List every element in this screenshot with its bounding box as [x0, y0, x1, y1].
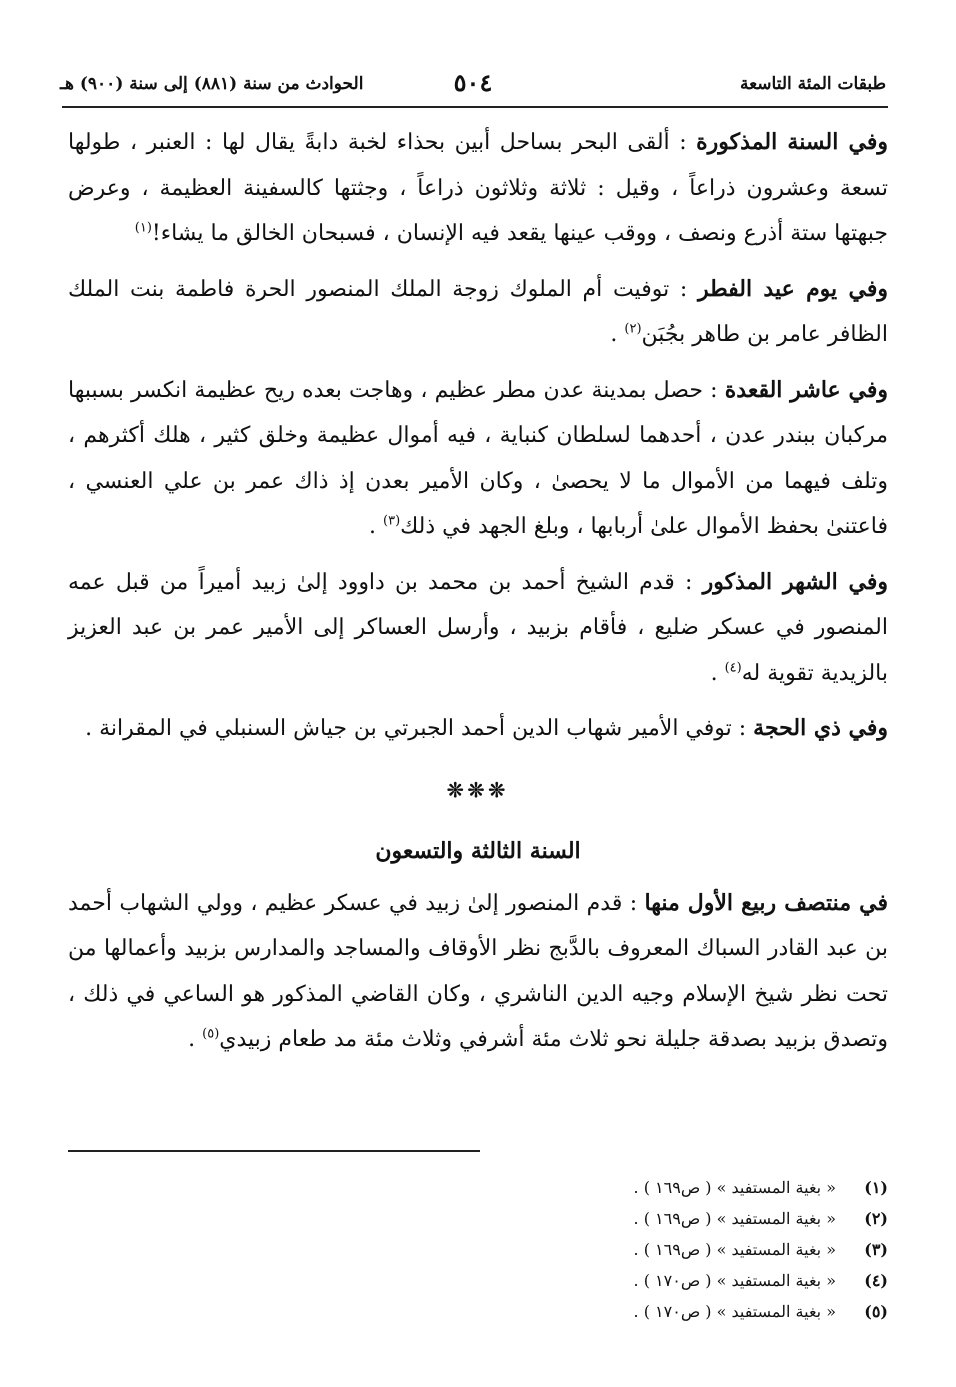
header-events-range: الحوادث من سنة (٨٨١) إلى سنة (٩٠٠) هـ	[60, 74, 364, 94]
paragraph-lead: وفي يوم عيد الفطر	[697, 275, 888, 302]
footnote-number: (٤)	[864, 1271, 888, 1290]
footnote-number: (١)	[864, 1178, 888, 1197]
paragraph-lead: وفي السنة المذكورة	[696, 129, 888, 155]
footnotes	[468, 1172, 888, 1327]
footnote-item	[468, 1265, 888, 1296]
paragraph-text: : قدم المنصور إلىٰ زبيد في عسكر عظيم ، وولي الشهاب أحمد بن عبد القادر السباك المعروف بالدَّبج نظر الأوقاف والمساجد والمدارس بزبيد وأعمالها من تحت نظر شيخ الإسلام وجيه الدين الناشري ، وكان القاضي المذكور هو الساعي في ذلك ، وتصدق بزبيد بصدقة جليلة نحو ثلاث مئة أشرفي وثلاث مئة مد طعام زبيدي	[68, 890, 888, 1052]
paragraph-text: : قدم الشيخ أحمد بن محمد بن داوود إلىٰ زبيد أميراً من قبل عمه المنصور في عسكر ضليع ، فأقام بزبيد ، وأرسل العساكر إلى الأمير عمر بن عبد العزيز بالزيدية تقوية له	[68, 569, 888, 686]
footnote-ref[interactable]: (١)	[134, 220, 152, 236]
paragraph-tail: .	[188, 1027, 203, 1052]
paragraph-lead: وفي عاشر القعدة	[724, 376, 888, 403]
footnote-source: « بغية المستفيد » ( ص١٧٠ ) .	[633, 1302, 836, 1321]
footnote-number: (٥)	[864, 1302, 888, 1321]
footnote-ref[interactable]: (٤)	[724, 660, 742, 676]
paragraph-lead: في منتصف ربيع الأول منها	[644, 889, 888, 916]
footnote-source: « بغية المستفيد » ( ص١٦٩ ) .	[633, 1209, 836, 1228]
footnote-source: « بغية المستفيد » ( ص١٧٠ ) .	[633, 1271, 836, 1290]
header-book-part: طبقات المئة التاسعة	[739, 74, 886, 94]
footnote-number: (٣)	[864, 1240, 888, 1259]
paragraph-text: : توفيت أم الملوك زوجة الملك المنصور الحرة فاطمة بنت الملك الظافر عامر بن طاهر بجُبَن	[68, 276, 888, 347]
paragraph-text: : توفي الأمير شهاب الدين أحمد الجبرتي بن جياش السنبلي في المقرانة .	[85, 716, 754, 741]
running-header	[60, 66, 886, 102]
footnote-divider	[68, 1150, 480, 1152]
section-paragraph	[68, 881, 888, 1063]
paragraph-tail: .	[710, 660, 725, 686]
footnote-item	[468, 1296, 888, 1327]
footnote-ref[interactable]: (٥)	[202, 1026, 220, 1042]
paragraph-1	[68, 120, 888, 257]
paragraph-text: : حصل بمدينة عدن مطر عظيم ، وهاجت بعده ريح عظيمة انكسر بسببها مركبان ببندر عدن ، أحدهما لسلطان كنباية ، فيه أموال عظيمة وخلق كثير ، هلك أكثرهم ، وتلف فيهما من الأموال ما لا يحصىٰ ، وكان الأمير بعدن إذ ذاك عمر بن علي العنسي ، فاعتنىٰ بحفظ الأموال علىٰ أربابها ، وبلغ الجهد في ذلك	[68, 377, 888, 539]
footnote-ref[interactable]: (٢)	[624, 321, 642, 337]
footnote-item	[468, 1203, 888, 1234]
section-title: السنة الثالثة والتسعون	[375, 838, 581, 864]
paragraph-text: : ألقى البحر بساحل أبين بحذاء لخبة دابةً يقال لها : العنبر ، طولها تسعة وعشرون ذراعاً ، وقيل : ثلاثة وثلاثون ذراعاً ، وجثتها كالسفينة العظيمة ، وعرض جبهتها ستة أذرع ونصف ، ووقب عينها يقعد فيه الإنسان ، فسبحان الخالق ما يشاء!	[68, 130, 888, 246]
paragraph-5	[68, 706, 888, 752]
paragraph-3	[68, 368, 888, 550]
footnote-item	[468, 1172, 888, 1203]
paragraph-lead: وفي الشهر المذكور	[702, 568, 888, 595]
main-text	[68, 120, 888, 1073]
section-separator: ❊❊❊	[446, 777, 510, 802]
footnote-source: « بغية المستفيد » ( ص١٦٩ ) .	[633, 1240, 836, 1259]
footnote-item	[468, 1234, 888, 1265]
header-divider	[62, 106, 888, 108]
page-number: ٥٠٤	[453, 68, 493, 97]
paragraph-2	[68, 267, 888, 358]
paragraph-tail: .	[610, 322, 625, 347]
paragraph-tail: .	[369, 514, 383, 539]
paragraph-lead: وفي ذي الحجة	[753, 715, 888, 741]
footnote-source: « بغية المستفيد » ( ص١٦٩ ) .	[633, 1178, 836, 1197]
footnote-ref[interactable]: (٣)	[383, 513, 401, 529]
footnote-number: (٢)	[864, 1209, 888, 1228]
paragraph-4	[68, 560, 888, 697]
